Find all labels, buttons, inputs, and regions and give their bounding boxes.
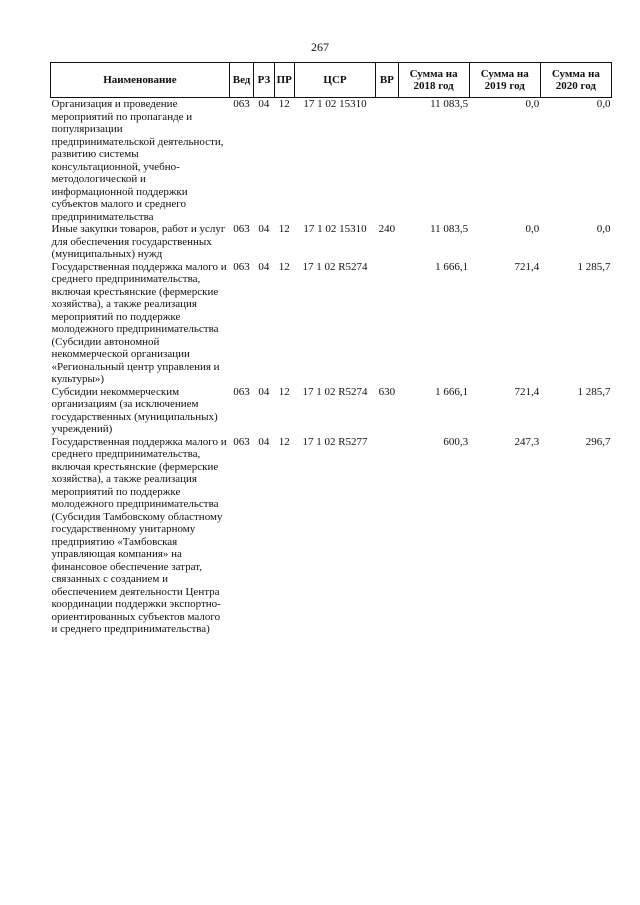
row-ved: 063 xyxy=(233,260,250,273)
header-vr: ВР xyxy=(376,63,398,98)
row-name: Государственная поддержка малого и среднего предпринимательства, включая крестьянские (фермерские хозяйства), а также реализация мероприятий по поддержке молодежного предпринимательства (Субсидия Тамбовскому областному государственному унитарному предприятию «Тамбовская управляющая компания» на финансовое обеспечение затрат, связанных с созданием и обеспечением деятельности Центра координации поддержки экспортно-ориентированных субъектов малого и среднего предпринимательства) xyxy=(51,435,227,635)
page-number: 267 xyxy=(311,40,329,54)
row-sum-2020: 296,7 xyxy=(585,435,611,448)
row-vr xyxy=(376,98,398,224)
row-pr: 12 xyxy=(278,260,290,273)
row-csr: 17 1 02 15310 xyxy=(303,223,367,235)
row-csr: 17 1 02 15310 xyxy=(303,98,367,110)
row-sum-2018: 1 666,1 xyxy=(435,260,469,273)
row-ved: 063 xyxy=(233,98,250,110)
header-sum-2019: Сумма на 2019 год xyxy=(469,63,540,98)
row-name: Иные закупки товаров, работ и услуг для обеспечения государственных (муниципальных) нужд xyxy=(51,223,226,260)
table-row xyxy=(51,436,612,636)
row-sum-2019: 0,0 xyxy=(525,223,540,235)
row-ved: 063 xyxy=(233,223,250,235)
row-name: Субсидии некоммерческим организациям (за исключением государственных (муниципальных) учреждений) xyxy=(51,385,218,435)
row-vr: 630 xyxy=(378,385,396,398)
header-sum-2020: Сумма на 2020 год xyxy=(540,63,611,98)
header-ved: Вед xyxy=(229,63,253,98)
row-sum-2018: 1 666,1 xyxy=(435,385,469,398)
row-csr: 17 1 02 R5274 xyxy=(302,260,368,273)
row-rz: 04 xyxy=(258,223,270,235)
row-sum-2020: 0,0 xyxy=(596,98,611,110)
row-sum-2019: 721,4 xyxy=(514,385,540,398)
row-pr: 12 xyxy=(278,223,290,235)
row-pr: 12 xyxy=(278,435,290,448)
row-sum-2020: 0,0 xyxy=(596,223,611,235)
header-row xyxy=(51,63,612,98)
row-sum-2018: 600,3 xyxy=(443,435,469,448)
row-vr: 240 xyxy=(378,223,396,235)
row-vr xyxy=(376,436,398,636)
table-header xyxy=(51,63,612,98)
row-rz: 04 xyxy=(258,385,270,398)
row-sum-2019: 247,3 xyxy=(514,435,540,448)
header-rz: РЗ xyxy=(254,63,274,98)
row-csr: 17 1 02 R5277 xyxy=(302,435,368,448)
row-sum-2019: 721,4 xyxy=(514,260,540,273)
row-pr: 12 xyxy=(278,98,290,110)
row-sum-2020: 1 285,7 xyxy=(577,385,611,398)
row-pr: 12 xyxy=(278,385,290,398)
header-pr: ПР xyxy=(274,63,294,98)
row-vr xyxy=(376,261,398,386)
row-rz: 04 xyxy=(258,260,270,273)
table-row xyxy=(51,261,612,386)
row-sum-2019: 0,0 xyxy=(525,98,540,110)
header-csr: ЦСР xyxy=(294,63,375,98)
table-body xyxy=(51,98,612,636)
row-csr: 17 1 02 R5274 xyxy=(302,385,368,398)
row-name: Государственная поддержка малого и среднего предпринимательства, включая крестьянские (фермерские хозяйства), а также реализация мероприятий по поддержке молодежного предпринимательства (Субсидии автономной некоммерческой организации «Региональный центр управления и культуры») xyxy=(51,260,227,385)
row-rz: 04 xyxy=(258,98,270,110)
row-sum-2018: 11 083,5 xyxy=(430,223,469,235)
row-name: Организация и проведение мероприятий по пропаганде и популяризации предпринимательской деятельности, развитию системы консультационной, учебно-методологической и информационной поддержки субъектов малого и среднего предпринимательства xyxy=(51,98,224,223)
table-row xyxy=(51,223,612,261)
row-ved: 063 xyxy=(233,435,250,448)
header-name: Наименование xyxy=(51,63,230,98)
row-ved: 063 xyxy=(233,385,250,398)
row-sum-2020: 1 285,7 xyxy=(577,260,611,273)
table-row xyxy=(51,98,612,224)
row-rz: 04 xyxy=(258,435,270,448)
budget-table xyxy=(50,62,612,636)
table-row xyxy=(51,386,612,436)
header-sum-2018: Сумма на 2018 год xyxy=(398,63,469,98)
row-sum-2018: 11 083,5 xyxy=(430,98,469,110)
